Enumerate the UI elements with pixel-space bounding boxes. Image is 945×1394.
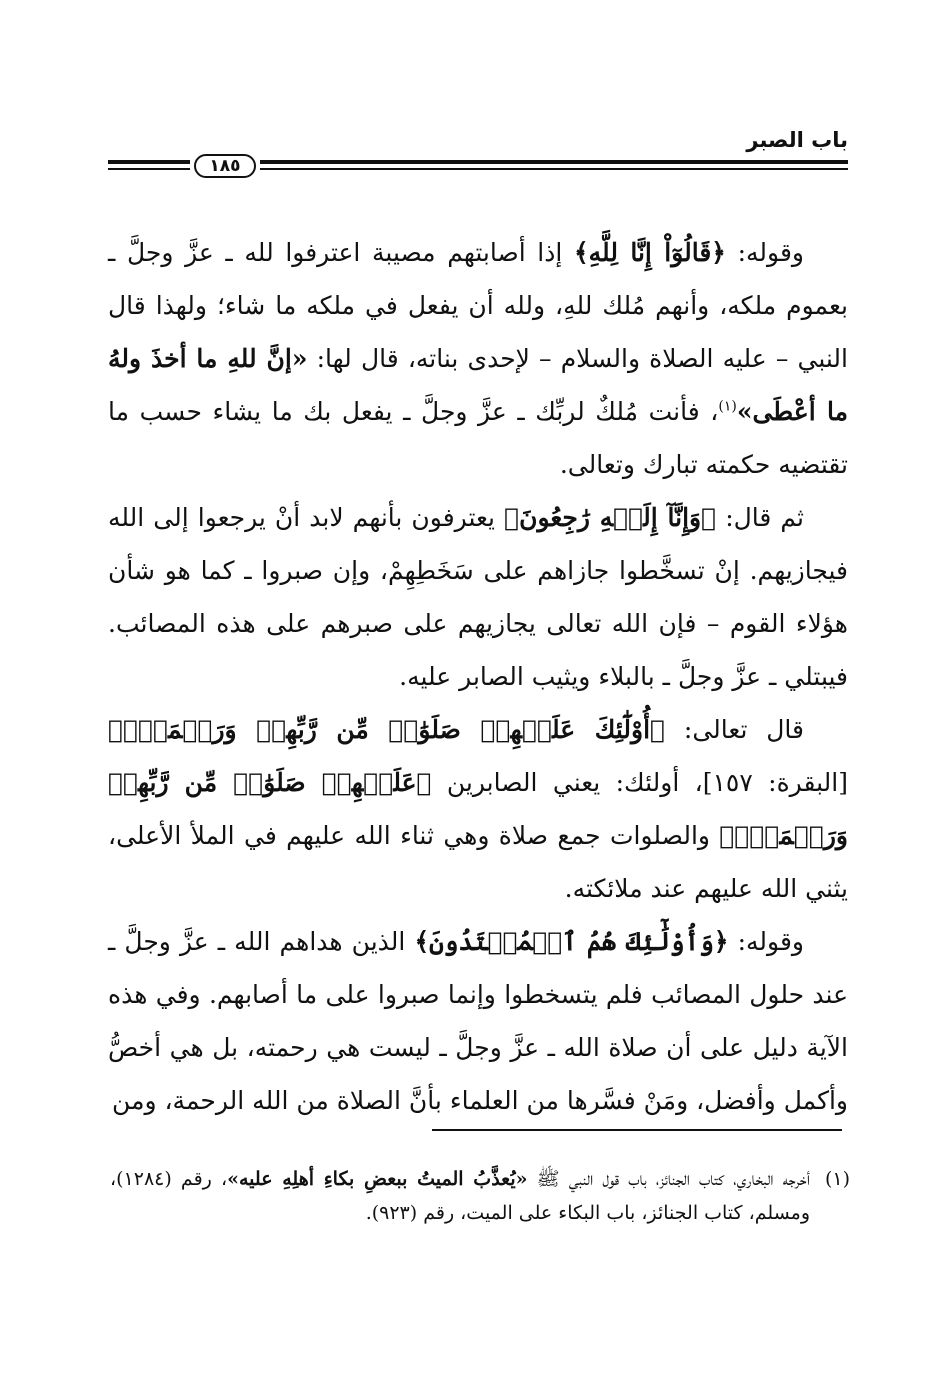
quran-verse: ﴿وَأُوْلَٰٓئِكَ هُمُ ٱلۡمُهۡتَدُونَ﴾ <box>414 927 729 956</box>
paragraph-text: الذين هداهم الله ـ عزَّ وجلَّ ـ عند حلول المصائب فلم يتسخطوا وإنما صبروا على ما أصابهم. وفي هذه الآية دليل على أن صلاة الله ـ عزَّ وجلَّ ـ ليست هي رحمته، بل هي أخصُّ وأكمل وأفضل، ومَنْ فسَّرها من العلماء بأنَّ الصلاة من الله الرحمة، ومن <box>108 927 848 1115</box>
paragraph-text: يعترفون بأنهم لابد أنْ يرجعوا إلى الله فيجازيهم. إنْ تسخَّطوا جازاهم على سَخَطِهِمْ، وإن صبروا ـ كما هو شأن هؤلاء القوم – فإن الله تعالى يجازيهم على صبرهم على هذه المصائب. فيبتلي ـ عزَّ وجلَّ ـ بالبلاء ويثيب الصابر عليه. <box>108 503 848 691</box>
page-number: ١٨٥ <box>194 154 256 178</box>
footnotes <box>110 1162 850 1230</box>
rule-left-segment <box>108 160 190 172</box>
quran-verse: ﴿عَلَيۡهِمۡ صَلَوَٰتٞ مِّن رَّبِّهِمۡ وَرَحۡمَةٞۖ﴾ <box>108 768 848 850</box>
hadith-quote: «إنَّ للهِ ما أخذَ ولهُ ما أعْطَى» <box>108 344 848 426</box>
footnote-1 <box>110 1162 850 1230</box>
paragraph-text: قال تعالى: <box>665 715 804 744</box>
main-text <box>108 226 848 1127</box>
footnote-reference[interactable]: (١) <box>718 398 737 415</box>
paragraph-text: وقوله: <box>725 238 804 267</box>
paragraph-text: إذا أصابتهم مصيبة اعترفوا لله ـ عزَّ وجلَّ ـ بعموم ملكه، وأنهم مُلك للهِ، ولله أن يفعل في ملكه ما شاء؛ ولهذا قال النبي – عليه الصلاة والسلام – لإحدى بناته، قال لها: <box>108 238 848 373</box>
paragraph-text: [البقرة: ١٥٧]، أولئك: يعني الصابرين <box>431 768 848 797</box>
paragraph-text: وقوله: <box>728 927 804 956</box>
page-header <box>108 128 848 184</box>
footnote-text: أخرجه البخاري، كتاب الجنائز، باب قول النبي ﷺ <box>527 1168 810 1190</box>
footnote-marker: (١) <box>824 1168 850 1190</box>
quran-verse: ﴿أُوْلَٰٓئِكَ عَلَيۡهِمۡ صَلَوَٰتٞ مِّن رَّبِّهِمۡ وَرَحۡمَةٞۖ﴾ <box>108 715 666 744</box>
paragraph-3 <box>108 703 848 915</box>
footnote-text: ، رقم (١٢٨٤)، ومسلم، كتاب الجنائز، باب البكاء على الميت، رقم (٩٢٣). <box>110 1168 810 1224</box>
paragraph-1 <box>108 226 848 491</box>
quran-verse: ﴿وَإِنَّآ إِلَيۡهِ رَٰجِعُونَ﴾ <box>504 503 717 532</box>
header-rule <box>108 154 848 178</box>
paragraph-text: والصلوات جمع صلاة وهي ثناء الله عليهم في الملأ الأعلى، يثني الله عليهم عند ملائكته. <box>108 821 848 903</box>
footnote-separator <box>432 1129 842 1131</box>
paragraph-2 <box>108 491 848 703</box>
paragraph-text: ، فأنت مُلكٌ لربِّك ـ عزَّ وجلَّ ـ يفعل بك ما يشاء حسب ما تقتضيه حكمته تبارك وتعالى. <box>108 397 848 479</box>
paragraph-4 <box>108 915 848 1127</box>
running-title: باب الصبر <box>746 128 848 152</box>
hadith-quote: «يُعذَّبُ الميتُ ببعضِ بكاءِ أهلِهِ عليه» <box>227 1168 528 1190</box>
quran-verse: ﴿قَالُوٓاْ إِنَّا لِلَّهِ﴾ <box>573 238 726 267</box>
paragraph-text: ثم قال: <box>716 503 804 532</box>
rule-right-segment <box>260 160 848 172</box>
